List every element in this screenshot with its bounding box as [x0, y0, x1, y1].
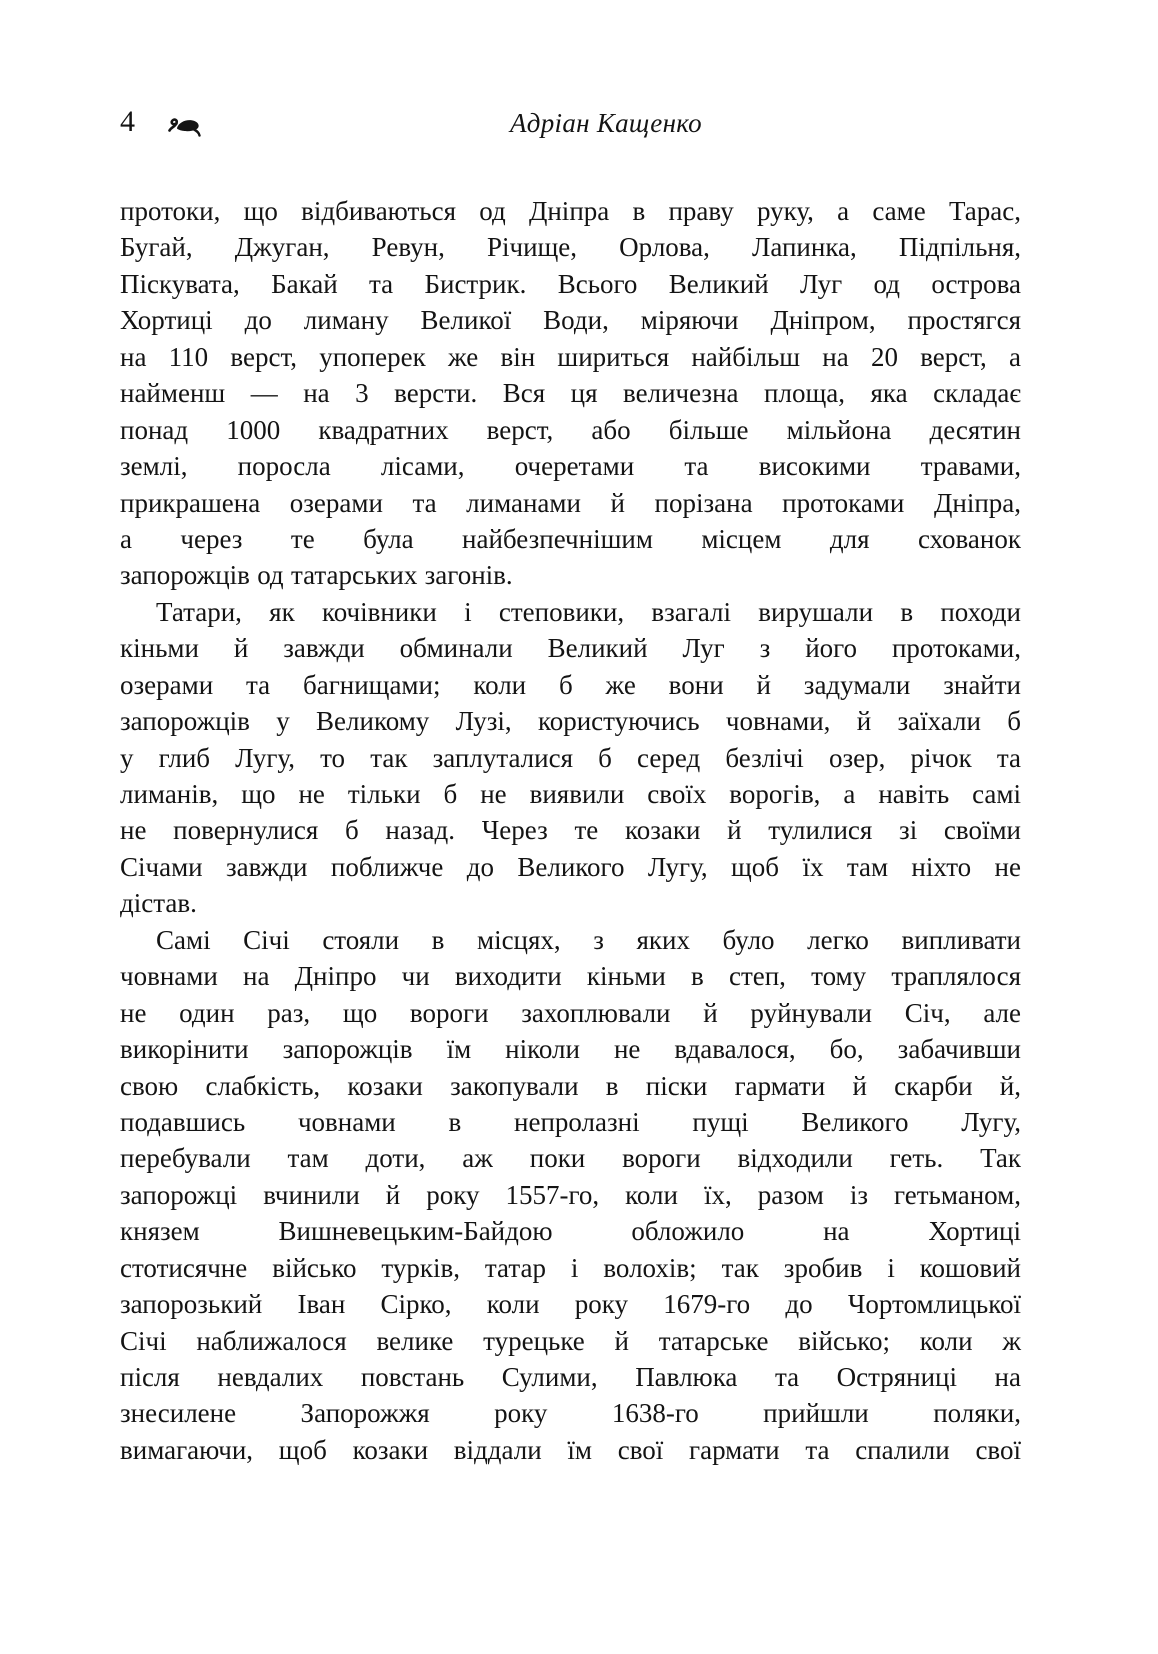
text-line: запорозький Іван Сірко, коли року 1679-го до Чортомлицької: [120, 1289, 1021, 1320]
text-line: запорожці вчинили й року 1557-го, коли їх, разом із гетьманом,: [120, 1179, 1021, 1210]
text-line: не один раз, що вороги захоплювали й руйнували Січ, але: [120, 997, 1021, 1028]
page-body: [120, 193, 1021, 1468]
fleuron-icon: [166, 113, 202, 144]
text-line: кіньми й завжди обминали Великий Луг з його протоками,: [120, 633, 1021, 664]
text-line: запорожців у Великому Лузі, користуючись човнами, й заїхали б: [120, 706, 1021, 737]
text-line: найменш — на 3 версти. Вся ця величезна площа, яка складає: [120, 378, 1021, 409]
text-line: Піскувата, Бакай та Бистрик. Всього Великий Луг од острова: [120, 268, 1021, 299]
text-line: знесилене Запорожжя року 1638-го прийшли поляки,: [120, 1398, 1021, 1429]
text-line: не повернулися б назад. Через те козаки й тулилися зі своїми: [120, 815, 1021, 846]
text-line: озерами та багнищами; коли б же вони й задумали знайти: [120, 669, 1021, 700]
text-line: понад 1000 квадратних верст, або більше мільйона десятин: [120, 414, 1021, 445]
text-line: подавшись човнами в непролазні пущі Великого Лугу,: [120, 1106, 1021, 1137]
text-line: Хортиці до лиману Великої Води, міряючи Дніпром, простягся: [120, 305, 1021, 336]
text-line: після невдалих повстань Сулими, Павлюка та Остряниці на: [120, 1362, 1021, 1392]
text-line: лиманів, що не тільки б не виявили своїх ворогів, а навіть самі: [120, 779, 1021, 809]
text-line: дістав.: [120, 888, 197, 919]
text-line: Січі наближалося велике турецьке й татарське військо; коли ж: [120, 1325, 1021, 1356]
running-header: [120, 103, 1022, 145]
text-line: землі, поросла лісами, очеретами та високими травами,: [120, 451, 1021, 482]
text-line: у глиб Лугу, то так заплуталися б серед безлічі озер, річок та: [120, 742, 1021, 773]
text-line: човнами на Дніпро чи виходити кіньми в степ, тому траплялося: [120, 961, 1021, 992]
page-number: 4: [120, 105, 135, 138]
text-line: перебували там доти, аж поки вороги відходили геть. Так: [120, 1143, 1021, 1174]
text-line: на 110 верст, упоперек же він шириться найбільш на 20 верст, а: [120, 341, 1021, 372]
text-line: Самі Січі стояли в місцях, з яких було легко випливати: [156, 924, 1021, 955]
text-line: Бугай, Джуган, Ревун, Річище, Орлова, Лапинка, Підпільня,: [120, 232, 1021, 263]
text-line: протоки, що відбиваються од Дніпра в праву руку, а саме Тарас,: [120, 196, 1021, 226]
text-line: запорожців од татарських загонів.: [120, 560, 513, 591]
text-line: вимагаючи, щоб козаки віддали їм свої гармати та спалили свої: [120, 1434, 1021, 1465]
text-line: князем Вишневецьким-Байдою обложило на Хортиці: [120, 1216, 1021, 1247]
text-line: Татари, як кочівники і степовики, взагалі вирушали в походи: [156, 596, 1021, 627]
text-line: стотисячне військо турків, татар і волохів; так зробив і кошовий: [120, 1252, 1021, 1283]
text-line: Січами завжди поближче до Великого Лугу, щоб їх там ніхто не: [120, 851, 1021, 882]
text-line: свою слабкість, козаки закопували в піски гармати й скарби й,: [120, 1070, 1021, 1101]
text-line: викорінити запорожців їм ніколи не вдавалося, бо, забачивши: [120, 1034, 1021, 1065]
text-line: прикрашена озерами та лиманами й порізана протоками Дніпра,: [120, 487, 1021, 518]
running-header-author: Адріан Кащенко: [510, 108, 702, 138]
text-line: а через те була найбезпечнішим місцем для схованок: [120, 523, 1021, 554]
